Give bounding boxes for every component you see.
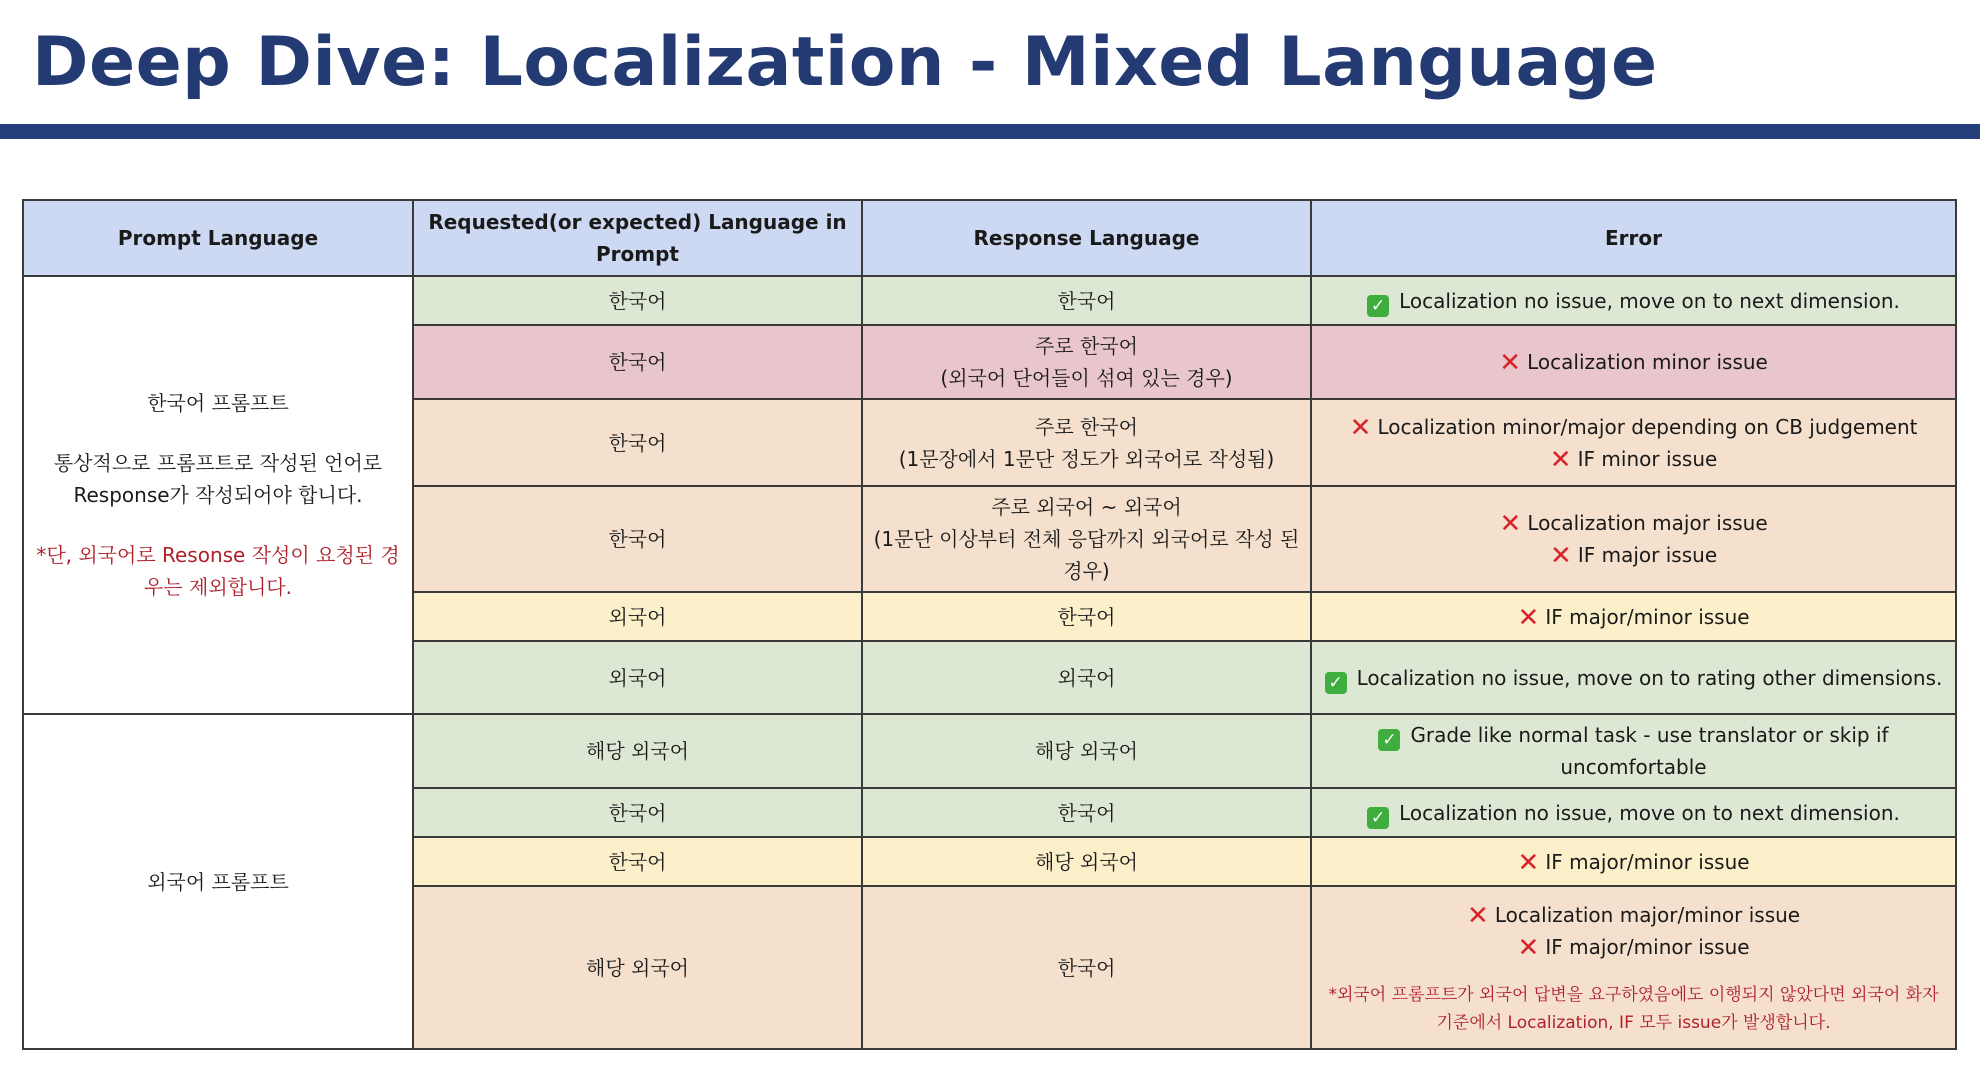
error-text: Localization no issue, move on to next dimension. (1399, 800, 1900, 825)
error-line (1320, 346, 1947, 378)
title-underline (0, 124, 1980, 139)
error-cell (1311, 641, 1956, 714)
group-description: 통상적으로 프롬프트로 작성된 언어로 Response가 작성되어야 합니다. (53, 451, 383, 507)
response-cell: 외국어 (862, 641, 1311, 714)
error-text: Localization minor/major depending on CB judgement (1377, 414, 1918, 439)
check-icon: ✓ (1378, 729, 1400, 751)
table-row (23, 276, 1956, 325)
requested-cell: 해당 외국어 (413, 714, 862, 788)
error-cell (1311, 325, 1956, 399)
requested-cell: 해당 외국어 (413, 886, 862, 1049)
localization-table (22, 199, 1957, 1050)
response-cell: 해당 외국어 (862, 714, 1311, 788)
header-error: Error (1311, 200, 1956, 276)
error-line (1320, 507, 1947, 539)
error-cell (1311, 886, 1956, 1049)
response-cell: 해당 외국어 (862, 837, 1311, 886)
cross-icon: ✕ (1499, 509, 1522, 539)
error-text: IF major issue (1577, 543, 1718, 567)
header-row (23, 200, 1956, 276)
table-row (23, 714, 1956, 788)
error-text: Localization no issue, move on to next dimension. (1399, 288, 1900, 313)
requested-cell: 한국어 (413, 486, 862, 592)
cross-icon: ✕ (1349, 412, 1372, 443)
group-title: 한국어 프롬프트 (147, 391, 289, 415)
error-line (1320, 662, 1947, 694)
response-cell: 주로 한국어 (외국어 단어들이 섞여 있는 경우) (862, 325, 1311, 399)
error-text: IF major/minor issue (1545, 604, 1750, 629)
header-response-language: Response Language (862, 200, 1311, 276)
error-text: Localization major issue (1527, 511, 1768, 535)
error-cell (1311, 486, 1956, 592)
check-icon: ✓ (1325, 672, 1347, 694)
check-icon: ✓ (1367, 807, 1389, 829)
page-title: Deep Dive: Localization - Mixed Language (32, 23, 1658, 102)
requested-cell: 한국어 (413, 276, 862, 325)
error-line (1320, 411, 1947, 443)
error-line (1320, 797, 1947, 829)
group-note: *단, 외국어로 Resonse 작성이 요청된 경우는 제외합니다. (36, 543, 400, 599)
error-cell (1311, 788, 1956, 837)
error-note: *외국어 프롬프트가 외국어 답변을 요구하였음에도 이행되지 않았다면 외국어 화자 기준에서 Localization, IF 모두 issue가 발생합니다. (1328, 984, 1939, 1033)
error-line (1320, 443, 1947, 475)
error-line (1320, 846, 1947, 878)
error-text: Grade like normal task - use translator or skip if uncomfortable (1410, 723, 1889, 779)
requested-cell: 한국어 (413, 325, 862, 399)
requested-cell: 외국어 (413, 592, 862, 641)
error-line (1320, 539, 1947, 571)
response-cell: 주로 외국어 ~ 외국어 (1문단 이상부터 전체 응답까지 외국어로 작성 된 경우) (862, 486, 1311, 592)
requested-cell: 외국어 (413, 641, 862, 714)
group-korean-prompt (23, 276, 413, 714)
response-cell: 한국어 (862, 276, 1311, 325)
error-line (1320, 899, 1947, 931)
error-text: Localization major/minor issue (1494, 902, 1801, 927)
response-cell: 한국어 (862, 886, 1311, 1049)
response-cell: 한국어 (862, 592, 1311, 641)
error-line (1320, 719, 1947, 783)
response-cell: 주로 한국어 (1문장에서 1문단 정도가 외국어로 작성됨) (862, 399, 1311, 486)
cross-icon: ✕ (1466, 900, 1489, 931)
group-title: 외국어 프롬프트 (147, 869, 289, 894)
error-cell (1311, 399, 1956, 486)
requested-cell: 한국어 (413, 788, 862, 837)
group-foreign-prompt (23, 714, 413, 1049)
error-cell (1311, 714, 1956, 788)
error-text: Localization no issue, move on to rating other dimensions. (1356, 665, 1943, 690)
error-cell (1311, 592, 1956, 641)
error-text: IF major/minor issue (1545, 934, 1750, 959)
error-cell (1311, 837, 1956, 886)
cross-icon: ✕ (1517, 602, 1540, 633)
error-line (1320, 931, 1947, 963)
error-cell (1311, 276, 1956, 325)
check-icon: ✓ (1367, 295, 1389, 317)
cross-icon: ✕ (1499, 348, 1522, 378)
response-cell: 한국어 (862, 788, 1311, 837)
cross-icon: ✕ (1517, 847, 1540, 878)
cross-icon: ✕ (1517, 932, 1540, 963)
header-requested-language: Requested(or expected) Language in Prompt (413, 200, 862, 276)
error-line (1320, 285, 1947, 317)
requested-cell: 한국어 (413, 399, 862, 486)
error-text: IF major/minor issue (1545, 849, 1750, 874)
cross-icon: ✕ (1549, 444, 1572, 475)
error-line (1320, 601, 1947, 633)
header-prompt-language: Prompt Language (23, 200, 413, 276)
requested-cell: 한국어 (413, 837, 862, 886)
error-text: Localization minor issue (1527, 350, 1768, 374)
cross-icon: ✕ (1549, 541, 1572, 571)
error-text: IF minor issue (1577, 446, 1718, 471)
